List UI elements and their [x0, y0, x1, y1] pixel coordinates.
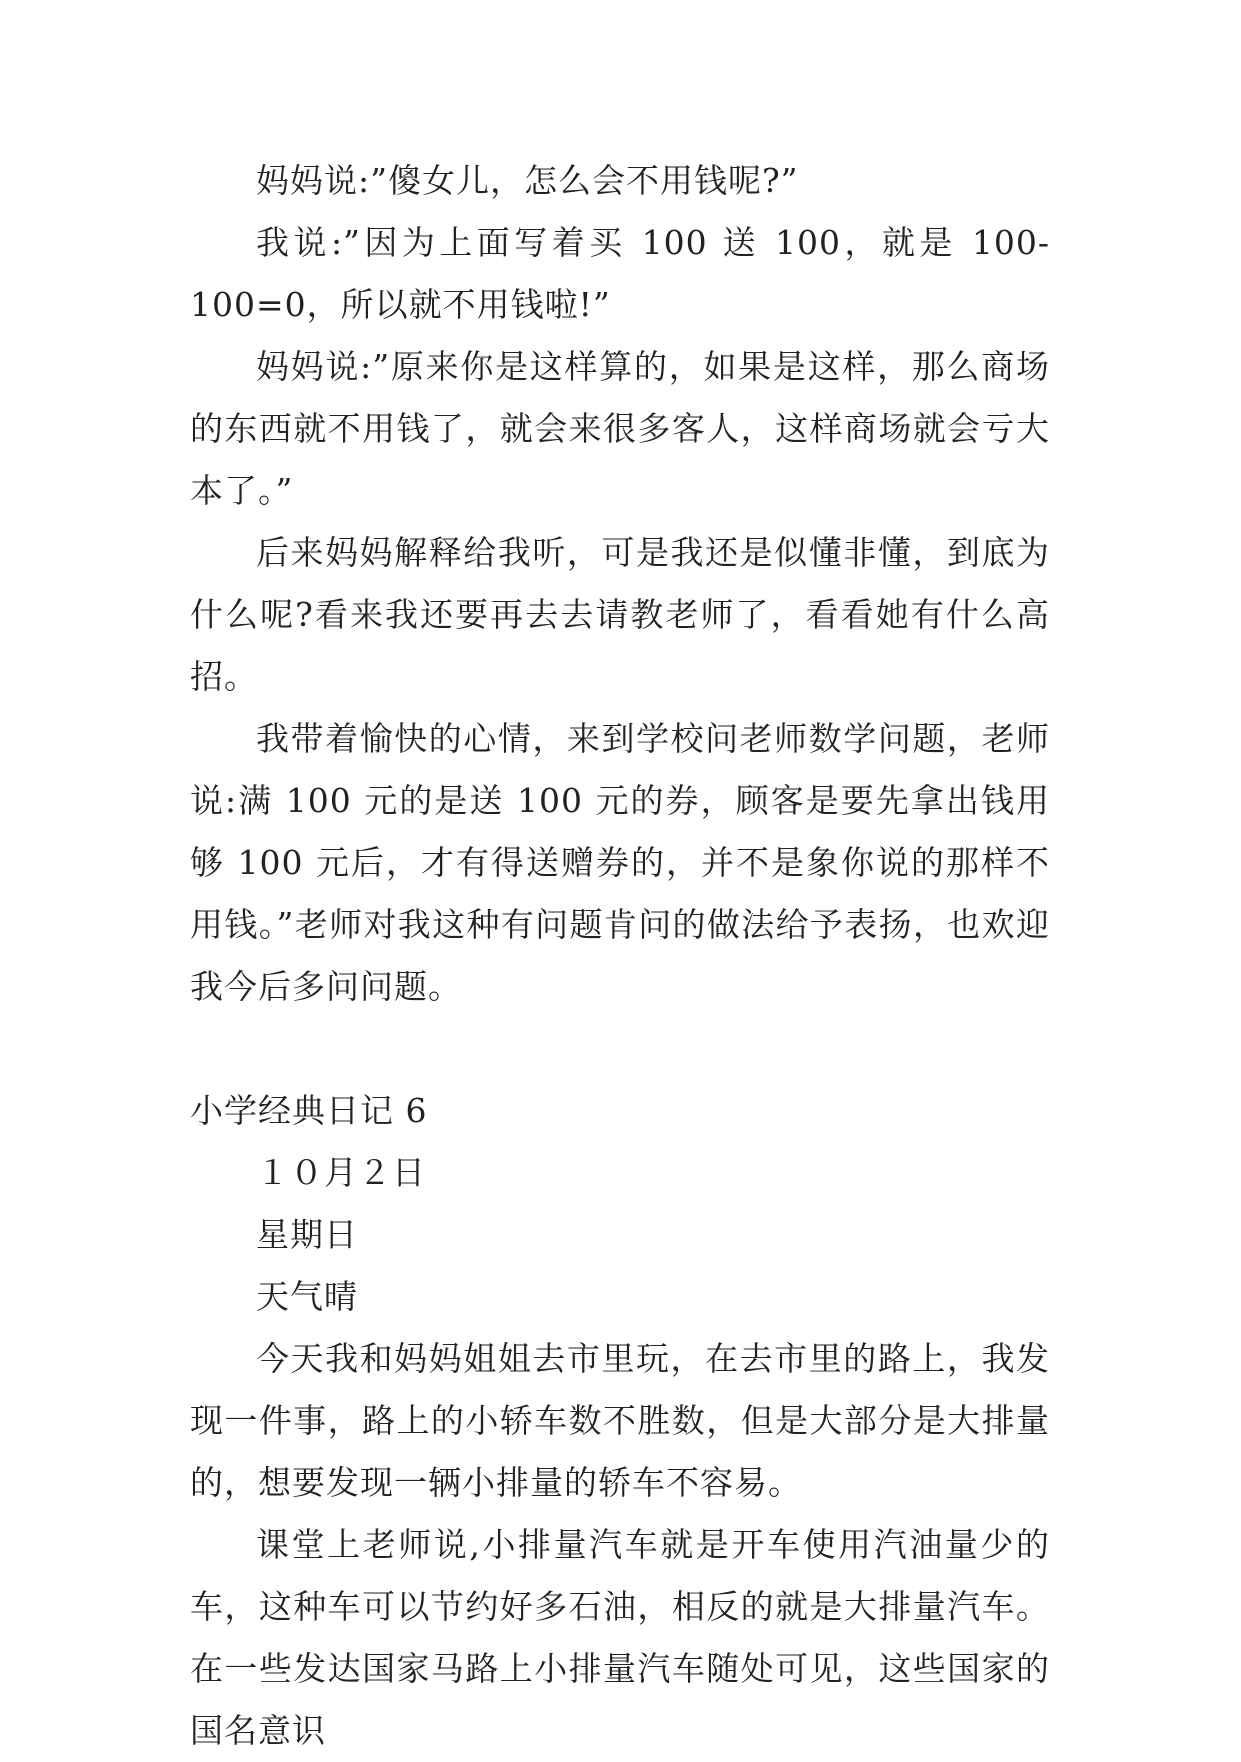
paragraph: 后来妈妈解释给我听，可是我还是似懂非懂，到底为什么呢?看来我还要再去去请教老师了，看看她有什么高招。 [190, 533, 1050, 696]
section-title: 小学经典日记 6 [190, 1091, 428, 1130]
paragraph: 妈妈说:”傻女儿，怎么会不用钱呢?” [256, 161, 799, 200]
paragraph: 今天我和妈妈姐姐去市里玩，在去市里的路上，我发现一件事，路上的小轿车数不胜数，但是大部分是大排量的，想要发现一辆小排量的轿车不容易。 [190, 1339, 1050, 1502]
paragraph: 妈妈说:”原来你是这样算的，如果是这样，那么商场的东西就不用钱了，就会来很多客人，这样商场就会亏大本了。” [190, 347, 1050, 510]
section-spacer [190, 1018, 1050, 1080]
diary-weather: 天气晴 [256, 1277, 358, 1316]
paragraph: 课堂上老师说,小排量汽车就是开车使用汽油量少的车，这种车可以节约好多石油，相反的就是大排量汽车。在一些发达国家马路上小排量汽车随处可见，这些国家的国名意识 [190, 1525, 1050, 1750]
document-body [190, 150, 1050, 1762]
paragraph: 我带着愉快的心情，来到学校问老师数学问题，老师说:满 100 元的是送 100 元的券，顾客是要先拿出钱用够 100 元后，才有得送赠券的，并不是象你说的那样不用钱。”老师对我这种有问题肯问的做法给予表扬，也欢迎我今后多问问题。 [190, 719, 1050, 1006]
paragraph: 我说:”因为上面写着买 100 送 100，就是 100-100=0，所以就不用钱啦!” [190, 223, 1050, 324]
diary-date: １０月２日 [256, 1153, 426, 1192]
diary-weekday: 星期日 [256, 1215, 358, 1254]
